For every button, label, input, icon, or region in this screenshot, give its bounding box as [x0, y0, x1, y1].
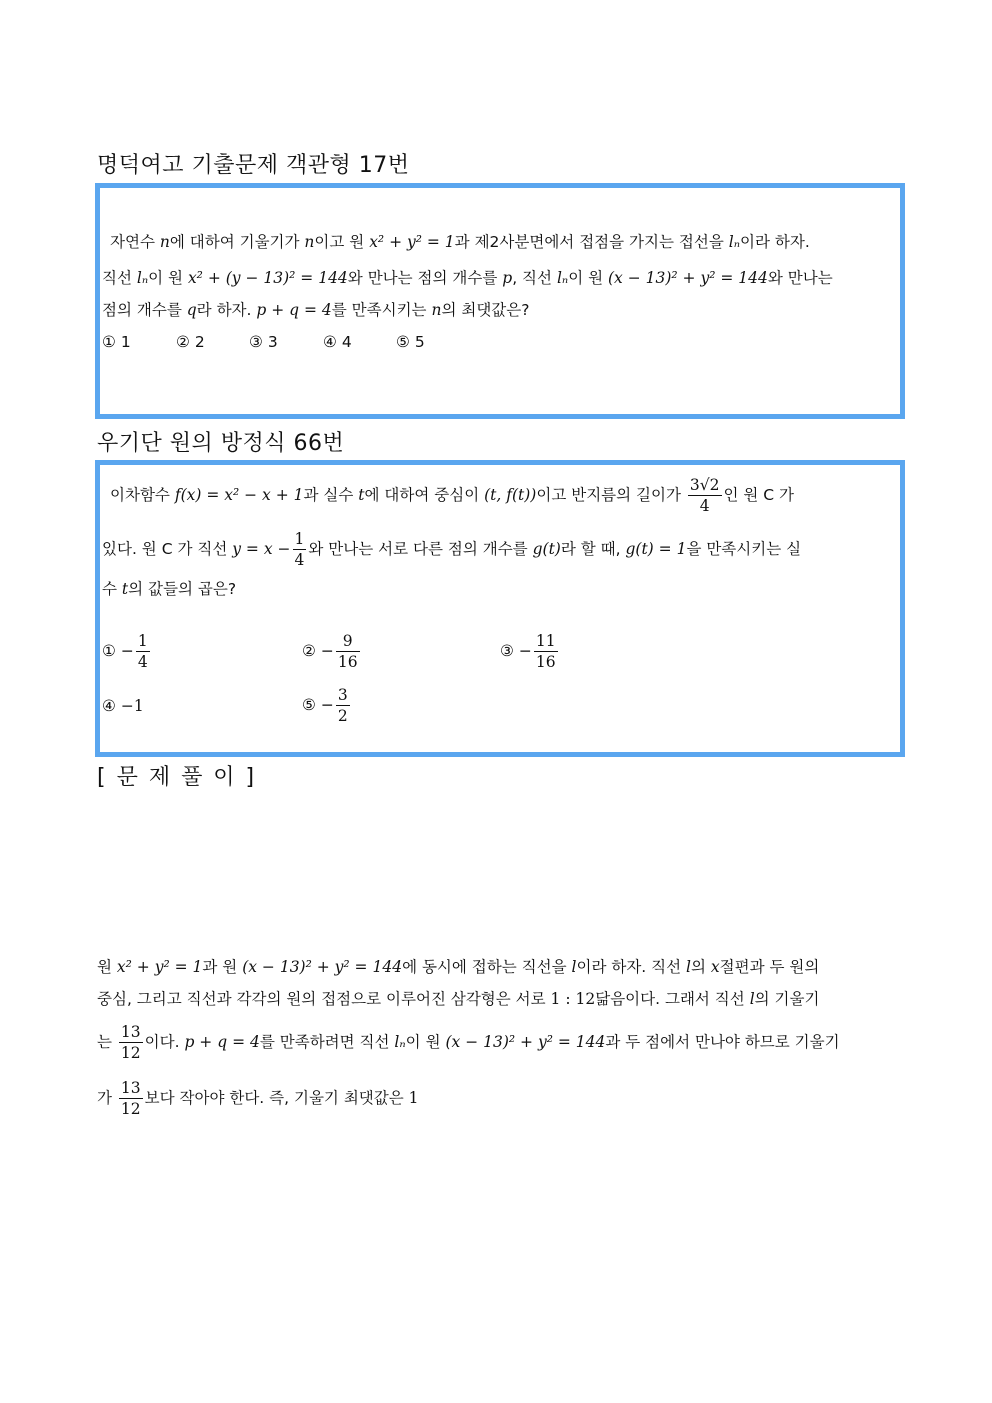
problem2-option-5: ⑤ − $\frac{3}{2}$: [302, 686, 348, 725]
problem2-line1: 이차함수 f(x) = x² − x + 1과 실수 t에 대하여 중심이 (t, f(t))이고 반지름의 길이가 $\frac{3√2}{4}$ 인 원 C 가: [110, 476, 795, 515]
problem2-title: 우기단 원의 방정식 66번: [97, 431, 345, 456]
problem2-box: [95, 460, 905, 757]
problem1-box: [95, 183, 905, 419]
solution-line4: 가 $\frac{13}{12}$ 보다 작아야 한다. 즉, 기울기 최댓값은 1: [97, 1079, 419, 1118]
solution-line2: 중심, 그리고 직선과 각각의 원의 접점으로 이루어진 삼각형은 서로 1 : 12닮음이다. 그래서 직선 l의 기울기: [97, 990, 820, 1008]
problem2-line3: 수 t의 값들의 곱은?: [102, 580, 237, 598]
solution-line3: 는 $\frac{13}{12}$ 이다. p + q = 4를 만족하려면 직선 lₙ이 원 (x − 13)² + y² = 144과 두 점에서 만나야 하므로 기울기: [97, 1023, 840, 1062]
problem1-option-5: ⑤ 5: [396, 333, 425, 351]
problem1-line3: 점의 개수를 q라 하자. p + q = 4를 만족시키는 n의 최댓값은?: [102, 301, 530, 319]
solution-title: [ 문 제 풀 이 ]: [97, 765, 257, 790]
problem2-line2: 있다. 원 C 가 직선 y = x − $\frac{1}{4}$ 와 만나는 서로 다른 점의 개수를 g(t)라 할 때, g(t) = 1을 만족시키는 실: [102, 530, 802, 569]
line-fraction: $\frac{1}{4}$: [294, 530, 305, 569]
problem2-option-1: ① − $\frac{1}{4}$: [102, 632, 148, 671]
radius-fraction: $\frac{3√2}{4}$: [689, 476, 720, 515]
problem2-option-3: ③ − $\frac{11}{16}$: [500, 632, 556, 671]
solution-line1: 원 x² + y² = 1과 원 (x − 13)² + y² = 144에 동시에 접하는 직선을 l이라 하자. 직선 l의 x절편과 두 원의: [97, 958, 820, 976]
slope-fraction: $\frac{13}{12}$: [120, 1023, 141, 1062]
problem1-option-2: ② 2: [176, 333, 205, 351]
problem2-option-2: ② − $\frac{9}{16}$: [302, 632, 358, 671]
problem1-line2: 직선 lₙ이 원 x² + (y − 13)² = 144와 만나는 점의 개수를 p, 직선 lₙ이 원 (x − 13)² + y² = 144와 만나는: [102, 269, 833, 287]
problem1-line1: 자연수 n에 대하여 기울기가 n이고 원 x² + y² = 1과 제2사분면에서 접점을 가지는 접선을 lₙ이라 하자.: [110, 233, 810, 251]
problem1-option-4: ④ 4: [323, 333, 352, 351]
problem1-title: 명덕여고 기출문제 객관형 17번: [97, 153, 410, 178]
problem1-option-1: ① 1: [102, 333, 131, 351]
problem1-option-3: ③ 3: [249, 333, 278, 351]
problem2-option-4: ④ −1: [102, 697, 144, 715]
slope-fraction-2: $\frac{13}{12}$: [120, 1079, 141, 1118]
